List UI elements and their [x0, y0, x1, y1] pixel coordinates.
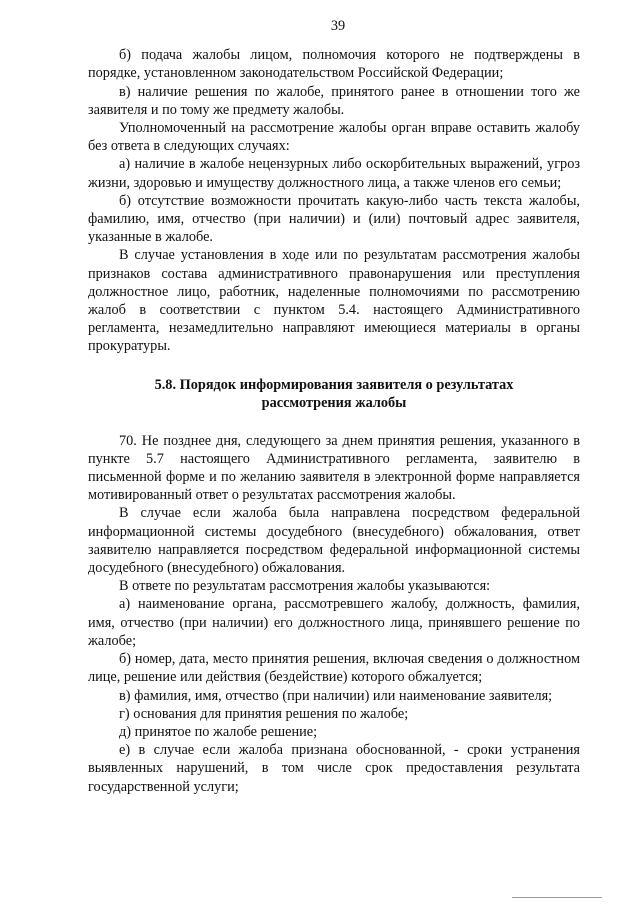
page-number: 39 — [330, 18, 346, 34]
paragraph: а) наименование органа, рассмотревшего жалобу, должность, фамилия, имя, отчество (при наличии) его должностного лица, принявшего решение по жалобе; — [88, 596, 580, 649]
document-page — [88, 17, 580, 796]
paragraph: е) в случае если жалоба признана обоснованной, - сроки устранения выявленных нарушений, в том числе срок предоставления результата государственной услуги; — [88, 742, 580, 795]
paragraph: а) наличие в жалобе нецензурных либо оскорбительных выражений, угроз жизни, здоровью и имуществу должностного лица, а также членов его семьи; — [88, 156, 580, 191]
paragraph: б) номер, дата, место принятия решения, включая сведения о должностном лице, решение или действия (бездействие) которого обжалуется; — [88, 651, 580, 686]
scan-edge-line — [512, 897, 602, 898]
paragraph: 70. Не позднее дня, следующего за днем принятия решения, указанного в пункте 5.7 настоящего Административного регламента, заявителю в письменной форме и по желанию заявителя в электронной форме направляется мотивированный ответ о результатах рассмотрения жалобы. — [88, 432, 580, 504]
paragraph: б) отсутствие возможности прочитать какую-либо часть текста жалобы, фамилию, имя, отчество (при наличии) и (или) почтовый адрес заявителя, указанные в жалобе. — [88, 192, 580, 246]
section-heading — [88, 376, 580, 412]
section-heading-line: рассмотрения жалобы — [261, 394, 407, 411]
section-heading-line: 5.8. Порядок информирования заявителя о результатах — [154, 376, 514, 393]
paragraph: В случае если жалоба была направлена посредством федеральной информационной системы досудебного (внесудебного) обжалования, ответ заявителю направляется посредством федеральной информационной системы досудебного (внесудебного) обжалования. — [88, 505, 580, 577]
paragraph: В случае установления в ходе или по результатам рассмотрения жалобы признаков состава административного правонарушения или преступления должностное лицо, работник, наделенные полномочиями по рассмотрению жалоб в соответствии с пунктом 5.4. настоящего Административного регламента, незамедлительно направляют имеющиеся материалы в органы прокуратуры. — [88, 247, 580, 355]
paragraph: В ответе по результатам рассмотрения жалобы указываются: — [119, 578, 491, 595]
paragraph: в) наличие решения по жалобе, принятого ранее в отношении того же заявителя и по тому же предмету жалобы. — [88, 83, 580, 118]
paragraph: г) основания для принятия решения по жалобе; — [119, 705, 409, 722]
paragraph: в) фамилия, имя, отчество (при наличии) или наименование заявителя; — [119, 687, 553, 704]
paragraph: Уполномоченный на рассмотрение жалобы орган вправе оставить жалобу без ответа в следующих случаях: — [88, 120, 580, 155]
paragraph: б) подача жалобы лицом, полномочия которого не подтверждены в порядке, установленном законодательством Российской Федерации; — [88, 47, 580, 82]
paragraph: д) принятое по жалобе решение; — [119, 723, 318, 740]
